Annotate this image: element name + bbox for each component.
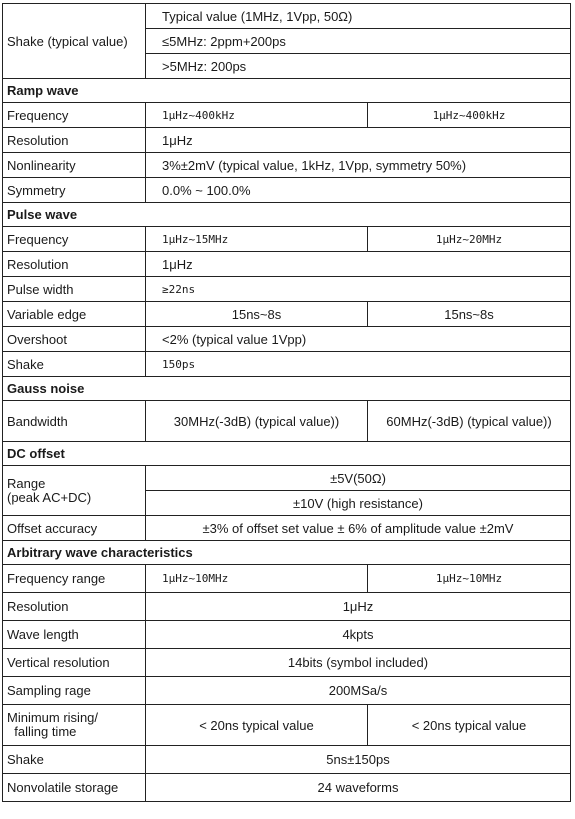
shake-typical-row-2: ≤5MHz: 2ppm+200ps — [146, 29, 571, 54]
rise-fall-a: < 20ns typical value — [146, 705, 368, 746]
pulse-section-title: Pulse wave — [3, 203, 571, 227]
ramp-nonlinearity-value: 3%±2mV (typical value, 1kHz, 1Vpp, symmetry 50%) — [146, 153, 571, 178]
variable-edge-b: 15ns~8s — [368, 302, 571, 327]
rise-fall-label-text — [7, 711, 98, 739]
ramp-frequency-label: Frequency — [3, 103, 146, 128]
wave-length-value: 4kpts — [146, 621, 571, 649]
ramp-resolution-label: Resolution — [3, 128, 146, 153]
pulse-shake-value: 150ps — [146, 352, 571, 377]
shake-typical-label: Shake (typical value) — [3, 4, 146, 79]
rise-fall-label — [3, 705, 146, 746]
arb-freq-range-b: 1μHz~10MHz — [368, 565, 571, 593]
rise-fall-label-line1: Minimum rising/ — [7, 710, 99, 725]
overshoot-value: <2% (typical value 1Vpp) — [146, 327, 571, 352]
arb-freq-range-label: Frequency range — [3, 565, 146, 593]
bandwidth-label: Bandwidth — [3, 401, 146, 442]
storage-label: Nonvolatile storage — [3, 774, 146, 802]
arb-resolution-value: 1μHz — [146, 593, 571, 621]
arb-shake-label: Shake — [3, 746, 146, 774]
pulse-shake-label: Shake — [3, 352, 146, 377]
pulse-frequency-label: Frequency — [3, 227, 146, 252]
vertical-resolution-label: Vertical resolution — [3, 649, 146, 677]
arb-shake-value: 5ns±150ps — [146, 746, 571, 774]
shake-typical-row-1: Typical value (1MHz, 1Vpp, 50Ω) — [146, 4, 571, 29]
pulse-resolution-value: 1μHz — [146, 252, 571, 277]
dc-section-title: DC offset — [3, 442, 571, 466]
storage-value: 24 waveforms — [146, 774, 571, 802]
offset-accuracy-value: ±3% of offset set value ± 6% of amplitude value ±2mV — [146, 516, 571, 541]
arb-freq-range-a: 1μHz~10MHz — [146, 565, 368, 593]
dc-range-label-text — [7, 477, 91, 505]
variable-edge-a: 15ns~8s — [146, 302, 368, 327]
sampling-label: Sampling rage — [3, 677, 146, 705]
ramp-frequency-b: 1μHz~400kHz — [368, 103, 571, 128]
rise-fall-label-line2: falling time — [14, 724, 77, 739]
pulse-frequency-a: 1μHz~15MHz — [146, 227, 368, 252]
spec-table — [2, 3, 571, 802]
dc-range-label — [3, 466, 146, 516]
ramp-symmetry-label: Symmetry — [3, 178, 146, 203]
dc-range-b: ±10V (high resistance) — [146, 491, 571, 516]
ramp-frequency-a: 1μHz~400kHz — [146, 103, 368, 128]
dc-range-label-line1: Range — [7, 475, 46, 491]
wave-length-label: Wave length — [3, 621, 146, 649]
vertical-resolution-value: 14bits (symbol included) — [146, 649, 571, 677]
ramp-symmetry-value: 0.0% ~ 100.0% — [146, 178, 571, 203]
offset-accuracy-label: Offset accuracy — [3, 516, 146, 541]
sampling-value: 200MSa/s — [146, 677, 571, 705]
bandwidth-b: 60MHz(-3dB) (typical value)) — [368, 401, 571, 442]
ramp-resolution-value: 1μHz — [146, 128, 571, 153]
rise-fall-b: < 20ns typical value — [368, 705, 571, 746]
gauss-section-title: Gauss noise — [3, 377, 571, 401]
pulse-width-label: Pulse width — [3, 277, 146, 302]
pulse-frequency-b: 1μHz~20MHz — [368, 227, 571, 252]
pulse-resolution-label: Resolution — [3, 252, 146, 277]
shake-typical-row-3: >5MHz: 200ps — [146, 54, 571, 79]
ramp-nonlinearity-label: Nonlinearity — [3, 153, 146, 178]
pulse-width-value: ≥22ns — [146, 277, 571, 302]
ramp-section-title: Ramp wave — [3, 79, 571, 103]
dc-range-label-line2: (peak AC+DC) — [7, 489, 92, 505]
arb-resolution-label: Resolution — [3, 593, 146, 621]
dc-range-a: ±5V(50Ω) — [146, 466, 571, 491]
variable-edge-label: Variable edge — [3, 302, 146, 327]
overshoot-label: Overshoot — [3, 327, 146, 352]
bandwidth-a: 30MHz(-3dB) (typical value)) — [146, 401, 368, 442]
arb-section-title: Arbitrary wave characteristics — [3, 541, 571, 565]
